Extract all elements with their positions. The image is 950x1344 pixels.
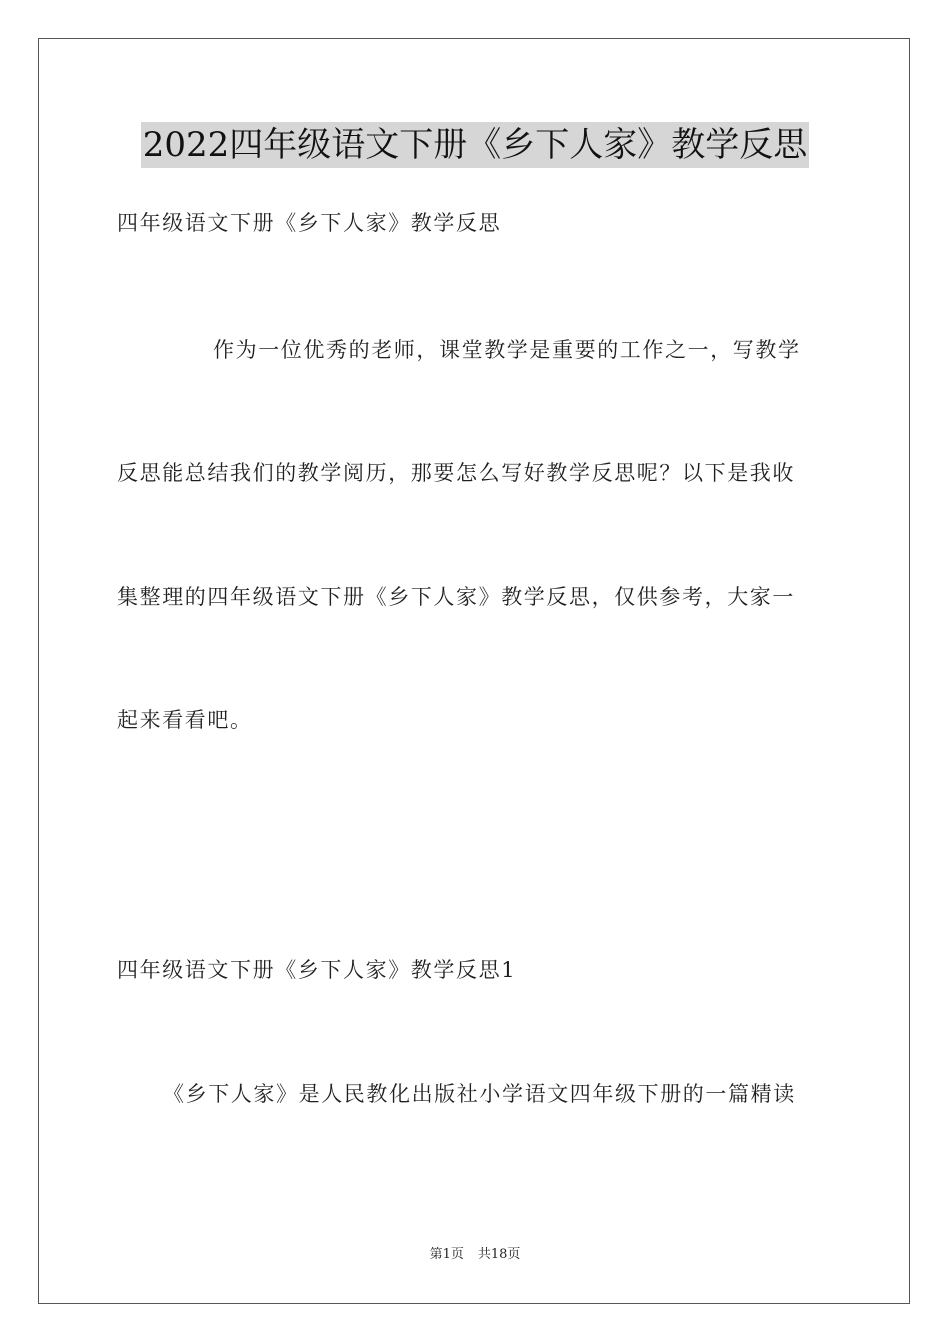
intro-line: 反思能总结我们的教学阅历，那要怎么写好教学反思呢？以下是我收 xyxy=(117,461,795,485)
intro-line: 起来看看吧。 xyxy=(117,708,253,732)
intro-line: 作为一位优秀的老师，课堂教学是重要的工作之一，写教学 xyxy=(213,338,801,362)
page-footer xyxy=(0,1246,950,1264)
intro-line: 集整理的四年级语文下册《乡下人家》教学反思，仅供参考，大家一 xyxy=(117,585,795,609)
document-subtitle: 四年级语文下册《乡下人家》教学反思 xyxy=(117,211,502,235)
section-line: 《乡下人家》是人民教化出版社小学语文四年级下册的一篇精读 xyxy=(163,1082,796,1106)
document-title: 2022四年级语文下册《乡下人家》教学反思 xyxy=(141,122,810,168)
title-container xyxy=(0,122,950,168)
page-total: 共18页 xyxy=(477,1247,521,1262)
page-number: 第1页 xyxy=(429,1247,464,1262)
section-heading: 四年级语文下册《乡下人家》教学反思1 xyxy=(117,958,517,982)
